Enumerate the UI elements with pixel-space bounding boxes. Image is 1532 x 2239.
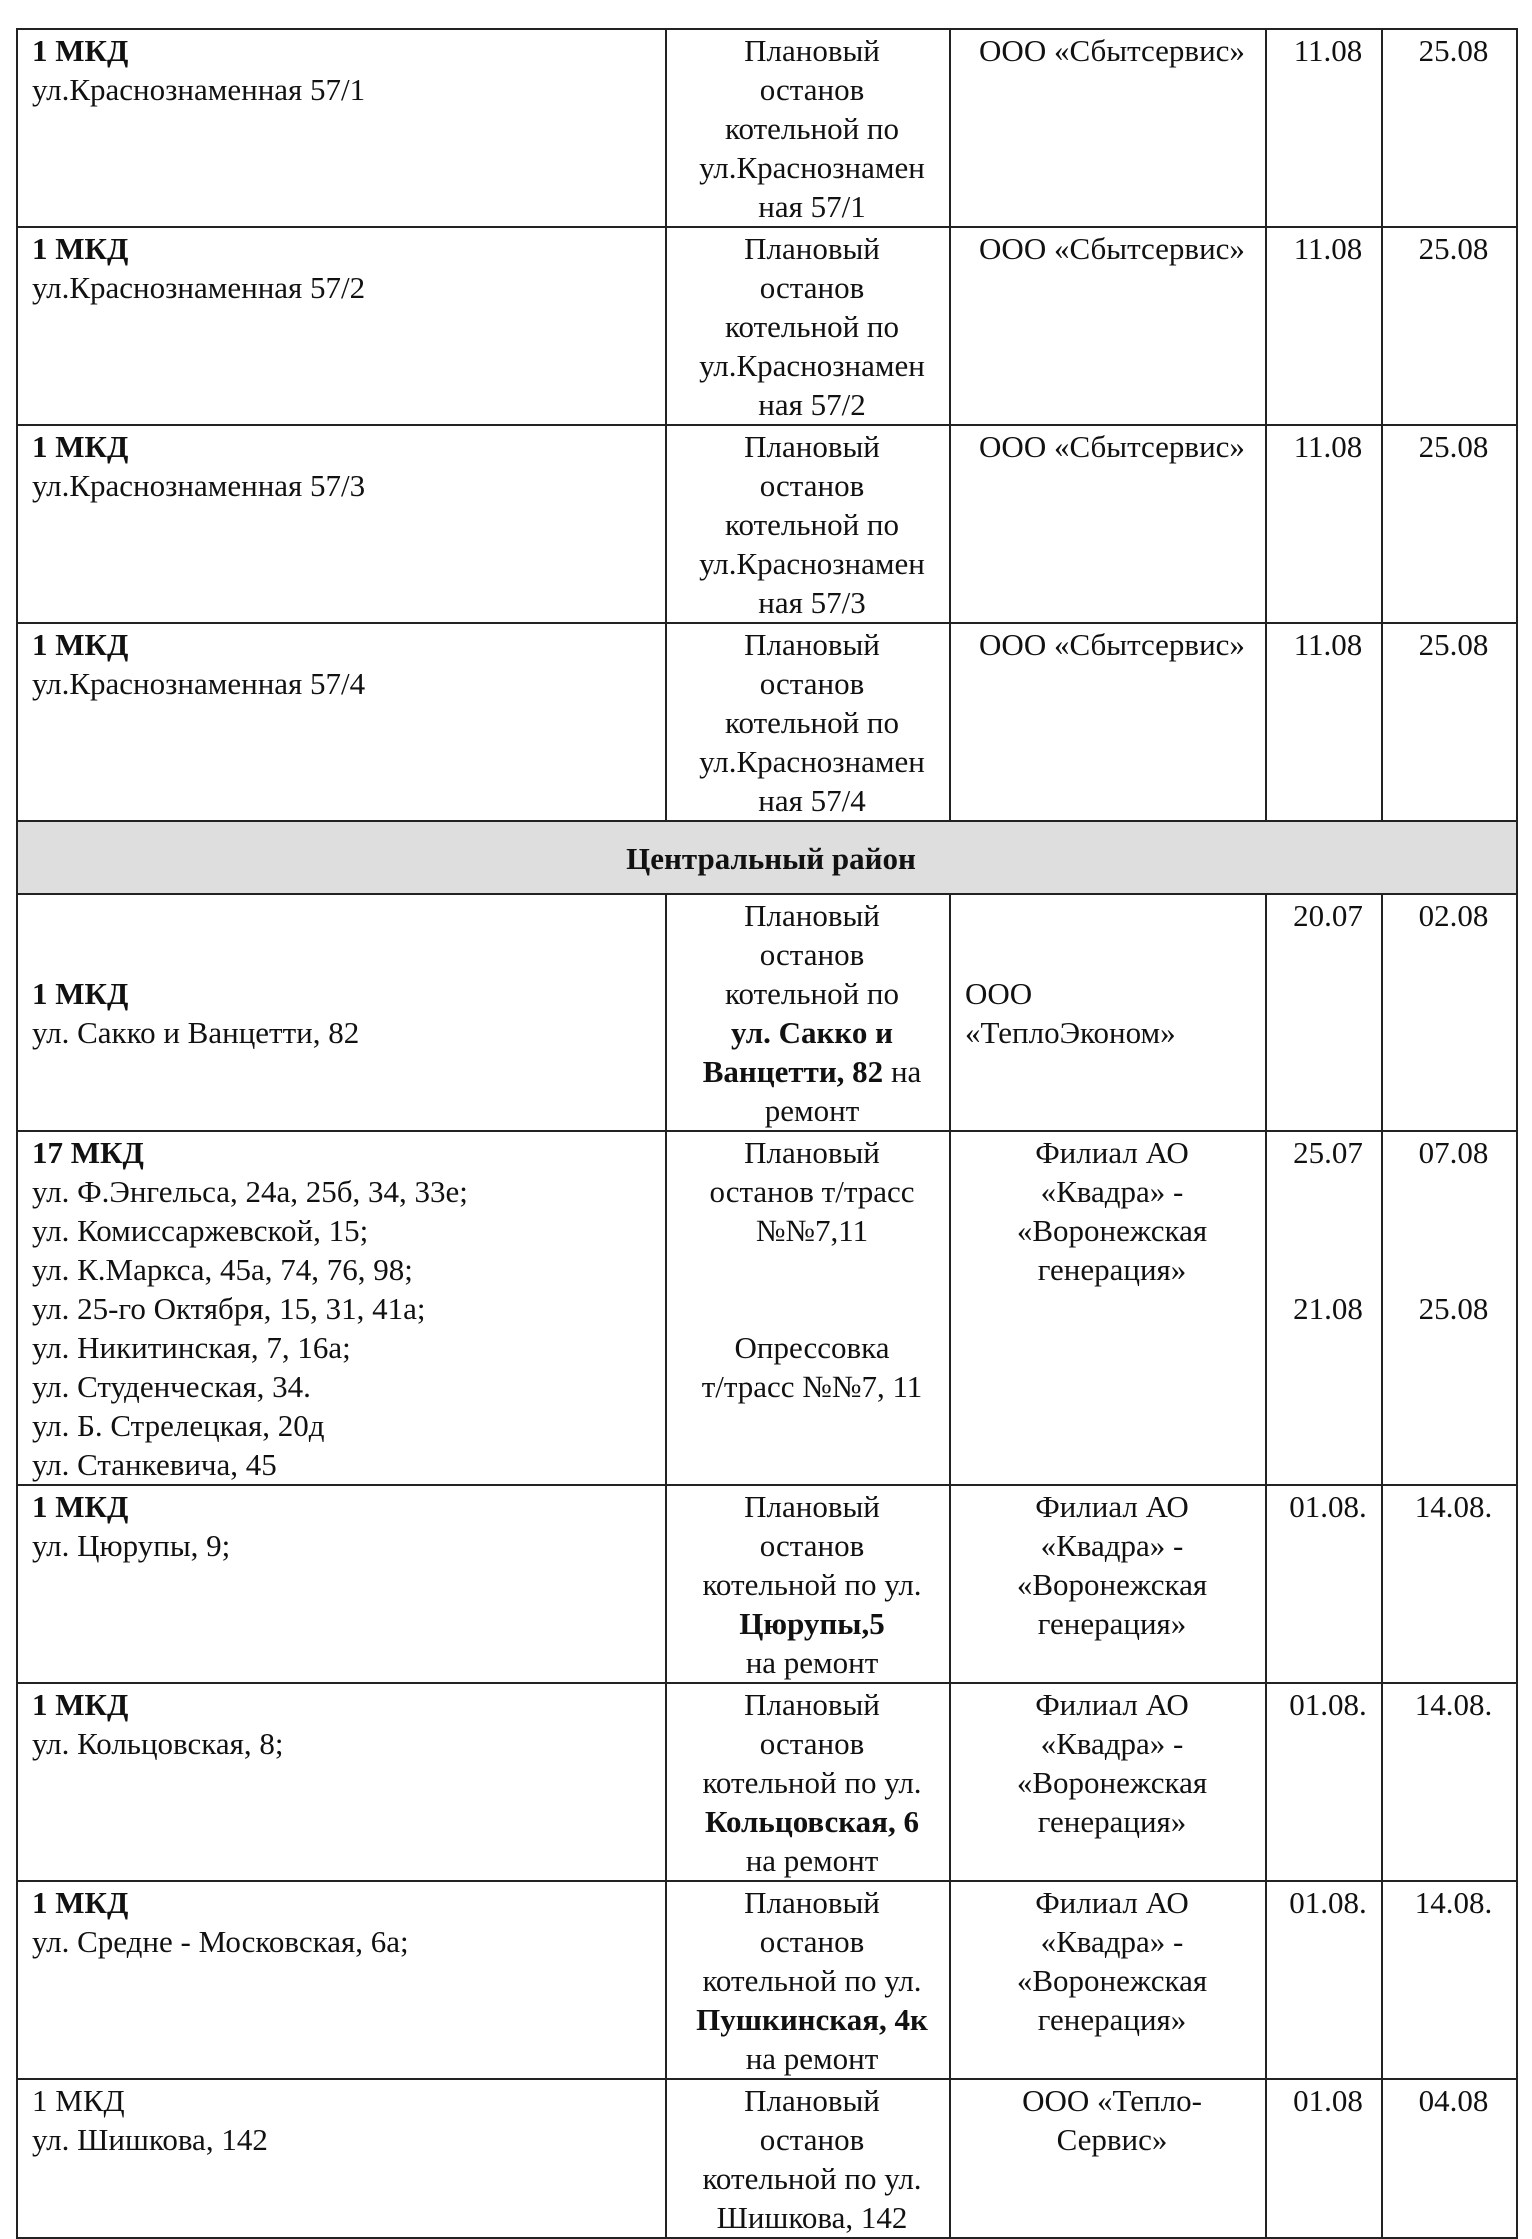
- address-cell: 1 МКД ул. Кольцовская, 8;: [17, 1683, 666, 1881]
- reason-cell: Плановый останов котельной по ул. Пушкинская, 4к на ремонт: [666, 1881, 950, 2079]
- table-row: [17, 425, 1517, 623]
- address-cell: 1 МКД ул. Шишкова, 142: [17, 2079, 666, 2238]
- table-row: [17, 1683, 1517, 1881]
- end-date: 02.08: [1382, 894, 1517, 1131]
- reason-cell: Плановый останов т/трасс №№7,11 Опрессовка т/трасс №№7, 11: [666, 1131, 950, 1485]
- start-date: 11.08: [1266, 425, 1382, 623]
- reason-cell: Плановый останов котельной по ул. Кольцовская, 6 на ремонт: [666, 1683, 950, 1881]
- start-date: 01.08.: [1266, 1683, 1382, 1881]
- org-cell: ООО «Тепло- Сервис»: [950, 2079, 1266, 2238]
- address-cell: 1 МКД ул.Краснознаменная 57/1: [17, 29, 666, 227]
- end-dates: 07.08 25.08: [1382, 1131, 1517, 1485]
- reason-cell: Плановый останов котельной по ул. Сакко и Ванцетти, 82 на ремонт: [666, 894, 950, 1131]
- start-date: 01.08.: [1266, 1485, 1382, 1683]
- end-date: 14.08.: [1382, 1485, 1517, 1683]
- table-row: [17, 1485, 1517, 1683]
- address-cell: 17 МКД ул. Ф.Энгельса, 24а, 25б, 34, 33е; ул. Комиссаржевской, 15; ул. К.Маркса, 45а, 74, 76, 98; ул. 25-го Октября, 15, 31, 41а; ул. Никитинская, 7, 16а; ул. Студенческая, 34. ул. Б. Стрелецкая, 20д ул. Станкевича, 45: [17, 1131, 666, 1485]
- address-cell: 1 МКД ул.Краснознаменная 57/3: [17, 425, 666, 623]
- outage-schedule-table: [16, 28, 1518, 2239]
- table-row: [17, 894, 1517, 1131]
- table-row: [17, 227, 1517, 425]
- reason-cell: Плановый останов котельной по ул.Краснознамен ная 57/3: [666, 425, 950, 623]
- table-row: [17, 2079, 1517, 2238]
- address-cell: 1 МКД ул. Цюрупы, 9;: [17, 1485, 666, 1683]
- org-cell: Филиал АО «Квадра» - «Воронежская генерация»: [950, 1881, 1266, 2079]
- org-cell: Филиал АО «Квадра» - «Воронежская генерация»: [950, 1683, 1266, 1881]
- end-date: 25.08: [1382, 227, 1517, 425]
- reason-cell: Плановый останов котельной по ул.Краснознамен ная 57/4: [666, 623, 950, 821]
- start-dates: 25.07 21.08: [1266, 1131, 1382, 1485]
- start-date: 11.08: [1266, 227, 1382, 425]
- reason-cell: Плановый останов котельной по ул. Шишкова, 142: [666, 2079, 950, 2238]
- table-row: [17, 1131, 1517, 1485]
- reason-cell: Плановый останов котельной по ул. Цюрупы,5 на ремонт: [666, 1485, 950, 1683]
- address-cell: 1 МКД ул.Краснознаменная 57/2: [17, 227, 666, 425]
- section-title: Центральный район: [17, 821, 1517, 894]
- start-date: 01.08: [1266, 2079, 1382, 2238]
- end-date: 25.08: [1382, 623, 1517, 821]
- table-row: [17, 1881, 1517, 2079]
- end-date: 04.08: [1382, 2079, 1517, 2238]
- org-cell: Филиал АО «Квадра» - «Воронежская генерация»: [950, 1131, 1266, 1485]
- org-cell: ООО «ТеплоЭконом»: [950, 894, 1266, 1131]
- table-row: [17, 29, 1517, 227]
- table-row: [17, 623, 1517, 821]
- start-date: 01.08.: [1266, 1881, 1382, 2079]
- org-cell: ООО «Сбытсервис»: [950, 29, 1266, 227]
- address-cell: 1 МКД ул. Сакко и Ванцетти, 82: [17, 894, 666, 1131]
- org-cell: ООО «Сбытсервис»: [950, 425, 1266, 623]
- end-date: 25.08: [1382, 425, 1517, 623]
- address-cell: 1 МКД ул. Средне - Московская, 6а;: [17, 1881, 666, 2079]
- org-cell: ООО «Сбытсервис»: [950, 623, 1266, 821]
- start-date: 11.08: [1266, 29, 1382, 227]
- start-date: 20.07: [1266, 894, 1382, 1131]
- end-date: 14.08.: [1382, 1881, 1517, 2079]
- reason-cell: Плановый останов котельной по ул.Краснознамен ная 57/1: [666, 29, 950, 227]
- reason-cell: Плановый останов котельной по ул.Краснознамен ная 57/2: [666, 227, 950, 425]
- org-cell: ООО «Сбытсервис»: [950, 227, 1266, 425]
- section-header-row: [17, 821, 1517, 894]
- address-cell: 1 МКД ул.Краснознаменная 57/4: [17, 623, 666, 821]
- org-cell: Филиал АО «Квадра» - «Воронежская генерация»: [950, 1485, 1266, 1683]
- end-date: 14.08.: [1382, 1683, 1517, 1881]
- end-date: 25.08: [1382, 29, 1517, 227]
- start-date: 11.08: [1266, 623, 1382, 821]
